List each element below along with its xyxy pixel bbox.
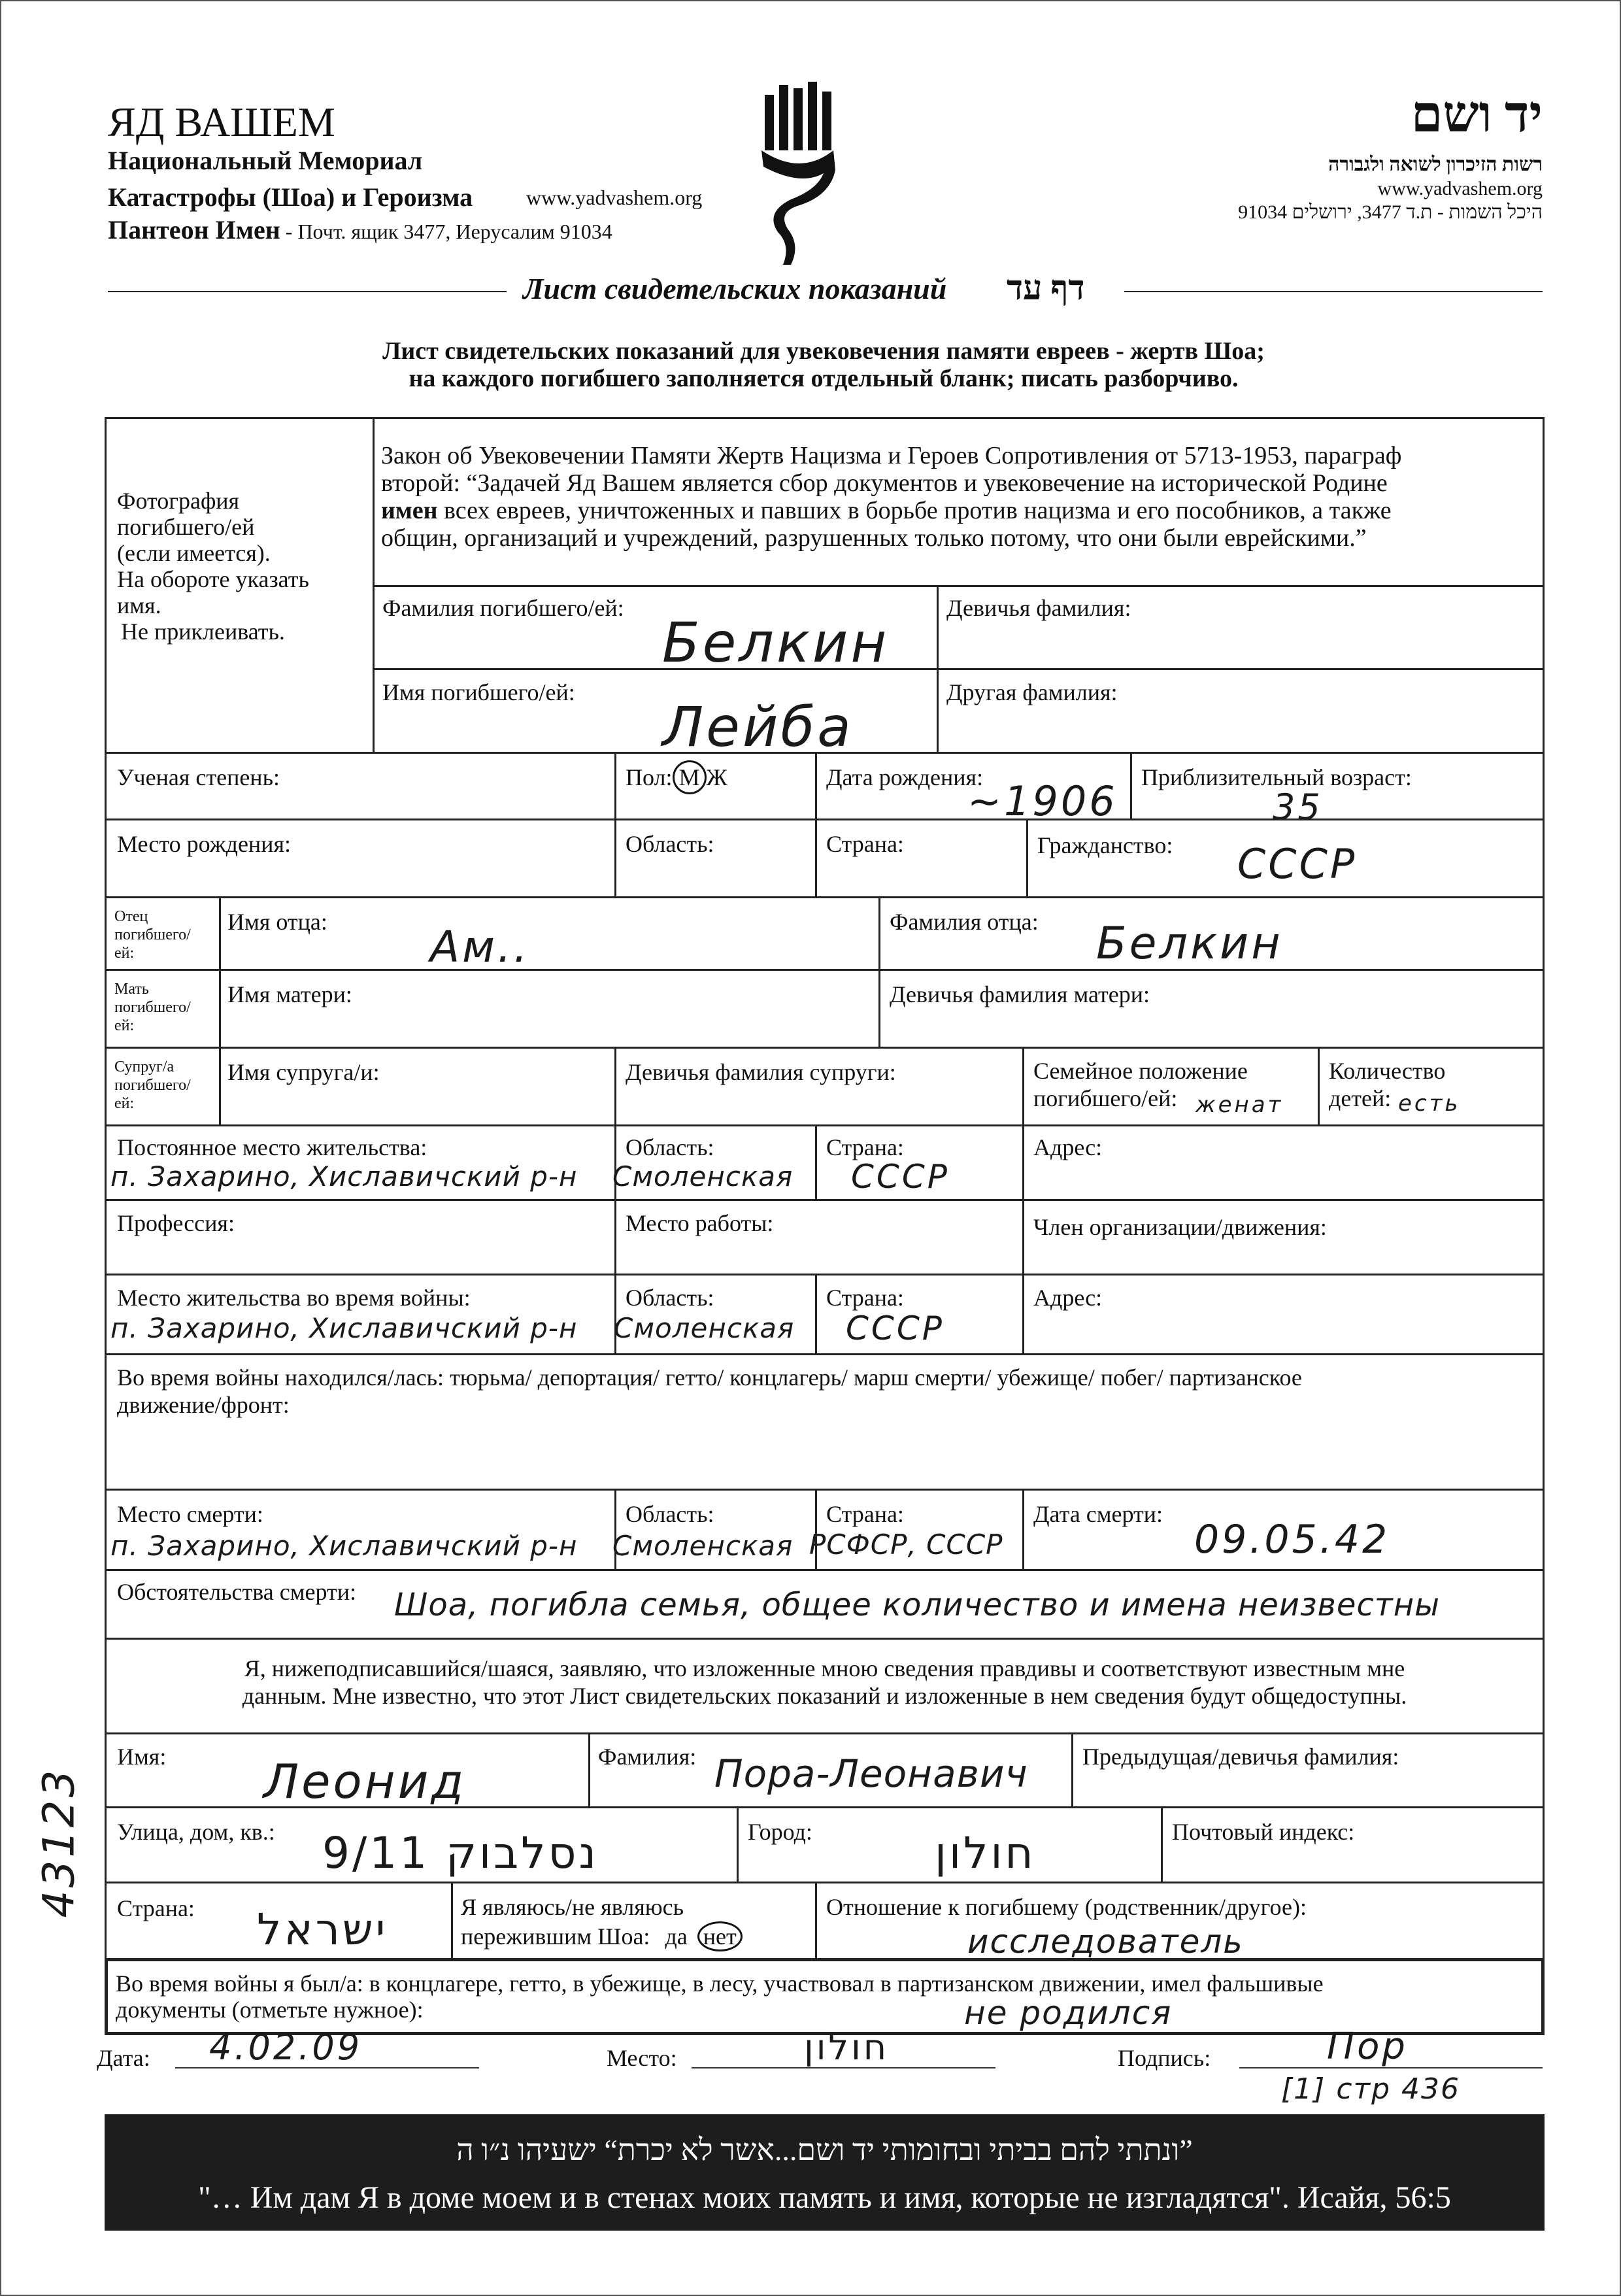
submitter-name-value: Леонид	[263, 1754, 467, 1809]
submitter-street-label: Улица, дом, кв.:	[117, 1819, 275, 1845]
submitter-name-label: Имя:	[117, 1744, 167, 1770]
footer-place-label: Место:	[607, 2045, 677, 2071]
spouse-name-label: Имя супруга/и:	[227, 1059, 380, 1085]
birth-date-value: ~1906	[967, 777, 1118, 825]
marital-label-2: погибшего/ей:	[1033, 1085, 1178, 1111]
website-he[interactable]: www.yadvashem.org	[1377, 178, 1543, 199]
memorial-line-1: Национальный Мемориал	[108, 146, 423, 175]
survivor-status-field[interactable]	[451, 1882, 817, 1960]
mother-maiden-label: Девичья фамилия матери:	[890, 981, 1150, 1007]
postal-address: - Почт. ящик 3477, Иерусалим 91034	[280, 220, 612, 243]
victim-name-value: Лейба	[662, 695, 854, 759]
spouse-name-field[interactable]	[219, 1047, 616, 1126]
survivor-label-1: Я являюсь/не являюсь	[461, 1894, 684, 1920]
declaration-line-1: Я, нижеподписавшийся/шаяся, заявляю, что изложенные мною сведения правдивы и соответствуют известным мне	[244, 1655, 1405, 1681]
war-country-label: Страна:	[826, 1285, 904, 1311]
war-country-value: СССР	[846, 1309, 944, 1347]
marital-value: женат	[1195, 1092, 1284, 1118]
submitter-city-label: Город:	[748, 1819, 812, 1845]
residence-country-value: СССР	[851, 1158, 950, 1196]
mother-maiden-field[interactable]	[878, 969, 1545, 1049]
submitter-zip-field[interactable]	[1161, 1806, 1545, 1883]
photo-box	[105, 417, 375, 754]
mother-name-label: Имя матери:	[227, 981, 352, 1007]
birthplace-field[interactable]	[105, 819, 616, 898]
father-surname-value: Белкин	[1096, 918, 1283, 970]
residence-value: п. Захарино, Хиславичский р-н	[110, 1160, 578, 1192]
victim-name-field[interactable]	[373, 668, 939, 759]
footer-signature-label: Подпись:	[1118, 2045, 1211, 2071]
residence-address-field[interactable]	[1022, 1124, 1545, 1201]
footer-quote-ru: "… Им дам Я в доме моем и в стенах моих память и имя, которые не изгладятся". Исайя, 56:5	[198, 2180, 1451, 2215]
submitter-war-label-1: Во время войны я был/а: в концлагере, гетто, в убежище, в лесу, участвовал в партизанском движении, имел фальшивые	[116, 1970, 1324, 1997]
birth-country-field[interactable]	[815, 819, 1028, 898]
website-ru[interactable]: www.yadvashem.org	[526, 186, 703, 209]
sex-m-circled[interactable]: М	[673, 760, 707, 794]
residence-label: Постоянное место жительства:	[117, 1134, 427, 1160]
death-circumstances-value: Шоа, погибла семья, общее количество и имена неизвестны	[394, 1587, 1440, 1623]
submitter-war-field[interactable]	[105, 1958, 1545, 2035]
death-date-label: Дата смерти:	[1033, 1501, 1163, 1527]
death-region-label: Область:	[626, 1501, 714, 1527]
war-region-label: Область:	[626, 1285, 714, 1311]
marital-label-1: Семейное положение	[1033, 1058, 1248, 1084]
citizenship-field[interactable]	[1026, 819, 1545, 898]
war-residence-label: Место жительства во время войны:	[117, 1285, 471, 1311]
law-text-box	[373, 417, 1545, 587]
birth-country-label: Страна:	[826, 831, 904, 857]
membership-field[interactable]	[1022, 1199, 1545, 1275]
residence-field[interactable]	[105, 1124, 616, 1201]
children-label-1: Количество	[1329, 1058, 1446, 1084]
mother-side-label: Мать погибшего/ ей:	[114, 981, 191, 1034]
instructions-line-1: Лист свидетельских показаний для увековечения памяти евреев - жертв Шоа;	[382, 337, 1265, 365]
submitter-surname-label: Фамилия:	[598, 1744, 697, 1770]
relation-label: Отношение к погибшему (родственник/другое):	[826, 1894, 1307, 1920]
memorial-line-2: Катастрофы (Шоа) и Героизма	[108, 182, 473, 212]
pantheon-label: Пантеон Имен	[108, 215, 280, 245]
instructions-line-2: на каждого погибшего заполняется отдельный бланк; писать разборчиво.	[409, 365, 1239, 392]
survivor-label-2: пережившим Шоа: да нет	[461, 1921, 743, 1951]
side-record-number: 43123	[33, 1767, 84, 1918]
degree-label: Ученая степень:	[117, 764, 280, 790]
footer-date-label: Дата:	[97, 2045, 150, 2071]
father-name-field[interactable]	[219, 896, 880, 971]
father-name-value: Ам..	[430, 922, 530, 972]
war-address-field[interactable]	[1022, 1274, 1545, 1355]
relation-value: исследователь	[967, 1923, 1244, 1961]
war-status-field[interactable]	[105, 1353, 1545, 1491]
residence-region-label: Область:	[626, 1134, 714, 1160]
declaration-box	[105, 1638, 1545, 1734]
victim-surname-value: Белкин	[662, 611, 890, 675]
submitter-city-value: חולון	[935, 1828, 1036, 1878]
war-region-value: Смоленская	[614, 1312, 795, 1344]
profession-label: Профессия:	[117, 1210, 235, 1236]
submitter-war-value: не родился	[964, 1994, 1173, 2032]
residence-region-field[interactable]	[614, 1124, 817, 1201]
sex-f-option[interactable]: Ж	[706, 764, 727, 790]
submitter-war-label-2: документы (отметьте нужное):	[116, 1997, 424, 2023]
children-label-2: детей:	[1329, 1085, 1392, 1111]
page-reference-note: [1] стр 436	[1281, 2072, 1461, 2106]
children-field[interactable]	[1318, 1047, 1545, 1126]
death-region-value: Смоленская	[612, 1530, 794, 1562]
sex-options: Пол: М Ж	[626, 764, 727, 794]
victim-other-surname-label: Другая фамилия:	[946, 679, 1118, 705]
submitter-surname-field[interactable]	[588, 1732, 1073, 1808]
death-country-value: РСФСР, СССР	[809, 1528, 1003, 1561]
war-region-field[interactable]	[614, 1274, 817, 1355]
photo-instructions: Фотография погибшего/ей (если имеется). На обороте указать имя. Не приклеивать.	[117, 488, 309, 645]
birth-date-label: Дата рождения:	[826, 764, 984, 790]
death-region-field[interactable]	[614, 1489, 817, 1571]
war-status-label-2: движение/фронт:	[117, 1392, 290, 1418]
war-residence-value: п. Захарино, Хиславичский р-н	[110, 1312, 578, 1344]
submitter-street-value: נסלבוק 9/11	[322, 1828, 599, 1878]
spouse-maiden-label: Девичья фамилия супруги:	[626, 1059, 896, 1085]
victim-other-surname-field[interactable]	[937, 668, 1545, 754]
sex-field[interactable]	[614, 752, 817, 820]
birth-date-field[interactable]	[815, 752, 1132, 825]
submitter-city-field[interactable]	[737, 1806, 1163, 1883]
submitter-prev-surname-label: Предыдущая/девичья фамилия:	[1082, 1744, 1399, 1770]
residence-region-value: Смоленская	[612, 1160, 794, 1192]
footer-place-value[interactable]: חולון	[804, 2027, 890, 2068]
submitter-zip-label: Почтовый индекс:	[1172, 1819, 1355, 1845]
workplace-label: Место работы:	[626, 1210, 774, 1236]
mother-side-label-box	[105, 969, 221, 1049]
relation-field[interactable]	[815, 1882, 1545, 1960]
war-residence-field[interactable]	[105, 1274, 616, 1355]
residence-country-field[interactable]	[815, 1124, 1024, 1201]
workplace-field[interactable]	[614, 1199, 1024, 1275]
spouse-side-label-box	[105, 1047, 221, 1126]
father-side-label-box	[105, 896, 221, 971]
victim-maiden-field[interactable]	[937, 585, 1545, 670]
citizenship-value: СССР	[1237, 840, 1358, 888]
survivor-no-circled[interactable]: нет	[697, 1921, 743, 1951]
death-country-field[interactable]	[809, 1489, 1024, 1571]
submitter-country-value: ישראל	[257, 1904, 388, 1955]
title-rule-right	[1124, 291, 1543, 292]
footer-signature-value[interactable]: Пор	[1327, 2025, 1408, 2068]
form-title-he: דף עד	[1007, 270, 1085, 307]
spouse-side-label: Супруг/а погибшего/ ей:	[114, 1058, 191, 1112]
birth-region-label: Область:	[626, 831, 714, 857]
birthplace-label: Место рождения:	[117, 831, 292, 857]
footer-quote-he: ”ונתתי להם בביתי ובחומותי יד ושם...אשר לא יכרת“ ישעיהו נ״ו ה	[456, 2133, 1193, 2167]
pantheon-line	[108, 214, 612, 245]
submitter-prev-surname-field[interactable]	[1071, 1732, 1545, 1808]
death-country-label: Страна:	[826, 1501, 904, 1527]
declaration-line-2: данным. Мне известно, что этот Лист свидетельских показаний и изложенные в нем сведения будут общедоступны.	[242, 1683, 1407, 1709]
submitter-country-field[interactable]	[105, 1882, 453, 1960]
footer-quote-band	[105, 2114, 1545, 2231]
war-address-label: Адрес:	[1033, 1285, 1103, 1311]
father-surname-field[interactable]	[878, 896, 1545, 971]
death-place-label: Место смерти:	[117, 1501, 263, 1527]
death-date-value: 09.05.42	[1194, 1517, 1390, 1562]
mother-name-field[interactable]	[219, 969, 880, 1049]
residence-country-label: Страна:	[826, 1134, 904, 1160]
father-surname-label: Фамилия отца:	[890, 909, 1039, 935]
war-status-label-1: Во время войны находился/лась: тюрьма/ депортация/ гетто/ концлагерь/ марш смерти/ убежище/ побег/ партизанское	[117, 1364, 1302, 1391]
victim-maiden-label: Девичья фамилия:	[946, 595, 1131, 621]
he-line-1: רשות הזיכרון לשואה ולגבורה	[1328, 154, 1543, 175]
submitter-street-field[interactable]	[105, 1806, 739, 1883]
profession-field[interactable]	[105, 1199, 616, 1275]
residence-address-label: Адрес:	[1033, 1134, 1103, 1160]
submitter-surname-value: Пора-Леонавич	[714, 1751, 1028, 1796]
degree-field[interactable]	[105, 752, 616, 820]
survivor-yes-option[interactable]: да	[665, 1923, 688, 1950]
membership-label: Член организации/движения:	[1033, 1214, 1327, 1240]
org-name-ru: ЯД ВАШЕМ	[108, 99, 335, 145]
law-text: Закон об Увековечении Памяти Жертв Нацизма и Героев Сопротивления от 5713-1953, параграф второй: “Задачей Яд Вашем является сбор документов и увековечение на исторической Родине имен всех евреев, уничтоженных и павших в борьбе против нацизма и его пособников, а также общин, организаций и учреждений, разрушенных только потому, что они были еврейскими.”	[381, 442, 1402, 552]
age-label: Приблизительный возраст:	[1141, 764, 1412, 790]
birth-region-field[interactable]	[614, 819, 817, 898]
org-name-he: יד ושם	[1411, 86, 1543, 143]
death-place-value: п. Захарино, Хиславичский р-н	[110, 1530, 578, 1562]
victim-name-label: Имя погибшего/ей:	[382, 679, 575, 705]
marital-status-field[interactable]	[1022, 1047, 1320, 1126]
death-place-field[interactable]	[105, 1489, 616, 1571]
he-line-3: היכל השמות - ת.ד 3477, ירושלים 91034	[1238, 201, 1543, 223]
spouse-maiden-field[interactable]	[614, 1047, 1024, 1126]
death-circumstances-label: Обстоятельства смерти:	[117, 1579, 356, 1605]
form-title-ru: Лист свидетельских показаний	[523, 272, 947, 305]
death-date-field[interactable]	[1022, 1489, 1545, 1571]
submitter-country-label: Страна:	[117, 1895, 195, 1921]
age-value: 35	[1273, 786, 1323, 828]
citizenship-label: Гражданство:	[1037, 832, 1173, 858]
age-field[interactable]	[1130, 752, 1545, 828]
father-side-label: Отец погибшего/ ей:	[114, 908, 191, 962]
victim-surname-label: Фамилия погибшего/ей:	[382, 595, 624, 621]
footer-date-value[interactable]: 4.02.09	[209, 2027, 363, 2068]
yad-vashem-logo	[752, 78, 850, 268]
victim-surname-field[interactable]	[373, 585, 939, 675]
title-rule-left	[108, 291, 507, 292]
submitter-name-field[interactable]	[105, 1732, 590, 1808]
war-country-field[interactable]	[815, 1274, 1024, 1355]
death-circumstances-field[interactable]	[105, 1569, 1545, 1640]
father-name-label: Имя отца:	[227, 909, 327, 935]
children-value: есть	[1398, 1090, 1461, 1117]
